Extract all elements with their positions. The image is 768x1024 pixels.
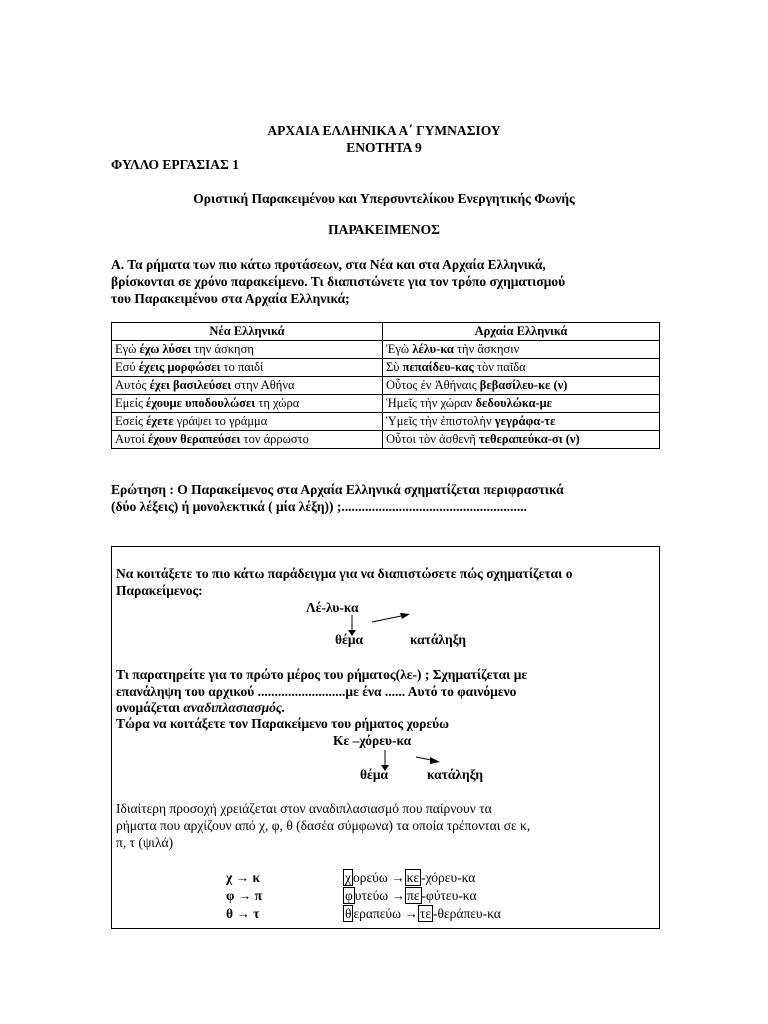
ancient-text-prefix: Ὑμεῖς τὴν ἐπιστολὴν <box>386 414 495 428</box>
ending-label: κατάληξη <box>410 632 467 647</box>
initial-consonant: χ <box>345 870 351 885</box>
initial-consonant: θ <box>345 906 352 921</box>
box-intro-line-2: Παρακείμενος: <box>116 583 203 598</box>
note-line-1: Ιδιαίτερη προσοχή χρειάζεται στον αναδιπλασιασμό που παίρνουν τα <box>116 801 492 816</box>
modern-text-prefix: Αυτοί <box>115 432 148 446</box>
rule-example <box>343 870 475 886</box>
ancient-text-prefix: Οὗτοι τὸν ἀσθενῆ <box>386 432 479 446</box>
example-word-lelyka: Λέ-λυ-κα <box>306 600 359 615</box>
ancient-verb: βεβασίλευ-κε (ν) <box>479 378 568 392</box>
q1-line-3-prefix: ονομάζεται <box>116 700 184 715</box>
modern-text-suffix: το παιδί <box>220 360 264 374</box>
perfect-ending: -χόρευ-κα <box>421 870 476 885</box>
table-row <box>112 413 660 431</box>
ending-arrow-head-2 <box>430 757 440 764</box>
note-line-3: π, τ (ψιλά) <box>116 835 174 850</box>
ancient-verb: δεδουλώκα-με <box>475 396 553 410</box>
ancient-text-prefix: Ἡμεῖς τὴν χώραν <box>386 396 476 410</box>
ancient-verb: λέλυ-κα <box>412 342 454 356</box>
box-intro-line-1: Να κοιτάξετε το πιο κάτω παράδειγμα για να διαπιστώσετε πώς σχηματίζεται ο <box>116 566 573 581</box>
rule-example <box>343 888 477 904</box>
modern-text-prefix: Εμείς <box>115 396 147 410</box>
modern-verb: έχεις μορφώσει <box>138 360 221 374</box>
perfect-ending: -θεράπευ-κα <box>433 906 501 921</box>
lesson-subtitle: Οριστική Παρακειμένου και Υπερσυντελίκου Ενεργητικής Φωνής <box>193 191 575 206</box>
cell-ancient <box>383 377 660 395</box>
modern-text-prefix: Εσύ <box>115 360 139 374</box>
document-title: ΑΡΧΑΙΑ ΕΛΛΗΝΙΚΑ Α΄ ΓΥΜΝΑΣΙΟΥ <box>267 123 501 138</box>
term-reduplication: αναδιπλασιασμός. <box>183 700 286 715</box>
question-line-1: Ερώτηση : Ο Παρακείμενος στα Αρχαία Ελληνικά σχηματίζεται περιφραστικά <box>111 482 564 497</box>
column-header-modern: Νέα Ελληνικά <box>112 323 383 341</box>
question-line-2: (δύο λέξεις) ή μονολεκτικά ( μία λέξη)) ;....................................................... <box>111 499 528 514</box>
column-header-ancient: Αρχαία Ελληνικά <box>383 323 660 341</box>
ending-arrow <box>372 615 406 622</box>
modern-text-suffix: τον άρρωστο <box>240 432 309 446</box>
rule-letters: χ → κ <box>226 870 260 885</box>
cell-ancient <box>383 395 660 413</box>
present-form: εραπεύω → <box>353 906 418 921</box>
q1-line-3 <box>116 700 285 716</box>
table-row <box>112 431 660 449</box>
reduplication-syllable: κε <box>406 870 420 885</box>
ancient-text-suffix: τὸν παῖδα <box>473 360 526 374</box>
note-line-2: ρήματα που αρχίζουν από χ, φ, θ (δασέα σύμφωνα) τα οποία τρέπονται σε κ, <box>116 818 531 833</box>
comparison-table <box>111 322 660 449</box>
rule-letters: φ → π <box>226 888 263 903</box>
present-form: υτεύω → <box>354 888 406 903</box>
ancient-text-prefix: Ἐγὼ <box>386 342 413 356</box>
worksheet-heading: ΦΥΛΛΟ ΕΡΓΑΣΙΑΣ 1 <box>111 157 239 172</box>
table-row <box>112 341 660 359</box>
cell-modern <box>112 341 383 359</box>
rule-example <box>343 906 501 922</box>
modern-text-suffix: στην Αθήνα <box>231 378 295 392</box>
ancient-verb: πεπαίδευ-κας <box>402 360 474 374</box>
ancient-text-suffix: τὴν ἄσκησιν <box>453 342 520 356</box>
modern-verb: έχω λύσει <box>139 342 191 356</box>
example-word-kechoreuka: Κε –χόρευ-κα <box>333 733 412 748</box>
present-form: ορεύω → <box>353 870 405 885</box>
cell-modern <box>112 377 383 395</box>
modern-verb: έχουμε υποδουλώσει <box>146 396 256 410</box>
cell-ancient <box>383 359 660 377</box>
q1-line-2: επανάληψη του αρχικού ..........................με ένα ...... Αυτό το φαινόμενο <box>116 684 517 699</box>
cell-ancient <box>383 431 660 449</box>
modern-text-suffix: γράψει το γράμμα <box>173 414 268 428</box>
reduplication-syllable: πε <box>407 888 420 903</box>
exercise-a-line-2: βρίσκονται σε χρόνο παρακείμενο. Τι διαπιστώνετε για τον τρόπο σχηματισμού <box>111 274 566 289</box>
ancient-text-prefix: Σὺ <box>386 360 403 374</box>
section-heading: ΠΑΡΑΚΕΙΜΕΝΟΣ <box>328 222 440 237</box>
cell-ancient <box>383 413 660 431</box>
modern-verb: έχει βασιλεύσει <box>149 378 232 392</box>
perfect-ending: -φύτευ-κα <box>421 888 477 903</box>
exercise-a-line-3: του Παρακειμένου στα Αρχαία Ελληνικά; <box>111 291 350 306</box>
unit-heading: ΕΝΟΤΗΤΑ 9 <box>346 140 422 155</box>
ending-label-2: κατάληξη <box>427 767 484 782</box>
table-header-row <box>112 323 660 341</box>
modern-text-suffix: την άσκηση <box>191 342 254 356</box>
reduplication-syllable: τε <box>419 906 431 921</box>
q1-line-1: Τι παρατηρείτε για το πρώτο μέρος του ρήματος(λε-) ; Σχηματίζεται με <box>116 667 528 682</box>
stem-label-2: θέμα <box>360 767 389 782</box>
table-row <box>112 359 660 377</box>
stem-label: θέμα <box>335 632 364 647</box>
q2-line: Τώρα να κοιτάξετε τον Παρακείμενο του ρήματος χορεύω <box>116 716 450 731</box>
modern-text-prefix: Εσείς <box>115 414 147 428</box>
ending-arrow-head <box>400 613 410 619</box>
exercise-a-line-1: Α. Τα ρήματα των πιο κάτω προτάσεων, στα Νέα και στα Αρχαία Ελληνικά, <box>111 257 546 272</box>
ancient-text-prefix: Οὗτος ἐν Ἀθήναις <box>386 378 480 392</box>
ancient-verb: γεγράφα-τε <box>494 414 556 428</box>
initial-consonant: φ <box>345 888 353 903</box>
cell-modern <box>112 395 383 413</box>
cell-modern <box>112 413 383 431</box>
table-row <box>112 395 660 413</box>
modern-verb: έχουν θεραπεύσει <box>147 432 241 446</box>
modern-verb: έχετε <box>146 414 174 428</box>
modern-text-prefix: Εγώ <box>115 342 140 356</box>
cell-ancient <box>383 341 660 359</box>
rule-letters: θ → τ <box>226 906 260 921</box>
cell-modern <box>112 359 383 377</box>
modern-text-suffix: τη χώρα <box>255 396 300 410</box>
ancient-verb: τεθεραπεύκα-σι (ν) <box>478 432 580 446</box>
modern-text-prefix: Αυτός <box>115 378 150 392</box>
table-row <box>112 377 660 395</box>
cell-modern <box>112 431 383 449</box>
